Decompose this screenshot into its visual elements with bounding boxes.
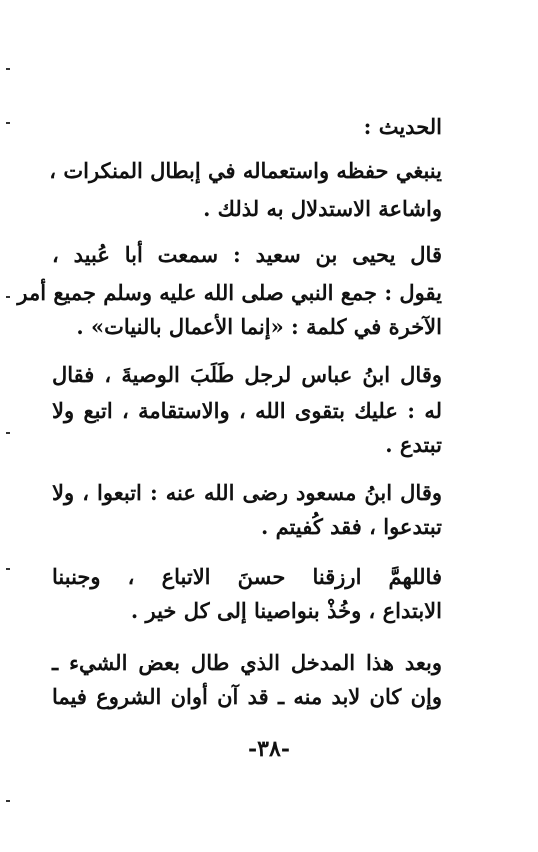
- paragraph-2-line-3: الآخرة في كلمة : «إنما الأعمال بالنيات» .: [76, 314, 442, 339]
- margin-mark: [6, 296, 10, 298]
- paragraph-1-line-2: واشاعة الاستدلال به لذلك .: [203, 196, 442, 221]
- paragraph-5-line-1: فاللهمَّ ارزقنا حسنَ الاتباع ، وجنبنا: [52, 564, 442, 589]
- paragraph-4-line-1: وقال ابنُ مسعود رضى الله عنه : اتبعوا ، ولا: [52, 480, 442, 505]
- paragraph-5-line-2: الابتداع ، وخُذْ بنواصينا إلى كل خير .: [130, 598, 442, 623]
- margin-mark: [6, 122, 10, 124]
- paragraph-2-line-1: قال يحيى بن سعيد : سمعت أبا عُبيد ،: [52, 242, 442, 267]
- paragraph-2-line-2: يقول : جمع النبي صلى الله عليه وسلم جميع أمر: [17, 280, 442, 305]
- paragraph-3-line-2: له : عليك بتقوى الله ، والاستقامة ، اتبع ولا: [52, 398, 442, 423]
- paragraph-4-line-2: تبتدعوا ، فقد كُفيتم .: [260, 514, 442, 539]
- margin-mark: [6, 432, 10, 434]
- margin-mark: [6, 800, 10, 802]
- paragraph-6-line-2: وإن كان لابد منه ـ قد آن أوان الشروع فيما: [52, 684, 442, 709]
- paragraph-1-line-1: ينبغي حفظه واستعماله في إبطال المنكرات ،: [49, 158, 442, 183]
- margin-mark: [6, 568, 10, 570]
- paragraph-3-line-3: تبتدع .: [385, 432, 442, 457]
- paragraph-3-line-1: وقال ابنُ عباس لرجل طَلَبَ الوصيةَ ، فقال: [52, 362, 442, 387]
- paragraph-6-line-1: وبعد هذا المدخل الذي طال بعض الشيء ـ: [52, 650, 442, 675]
- page-number: -٣٨-: [248, 736, 290, 762]
- section-heading: الحديث :: [363, 114, 442, 139]
- margin-mark: [6, 68, 10, 70]
